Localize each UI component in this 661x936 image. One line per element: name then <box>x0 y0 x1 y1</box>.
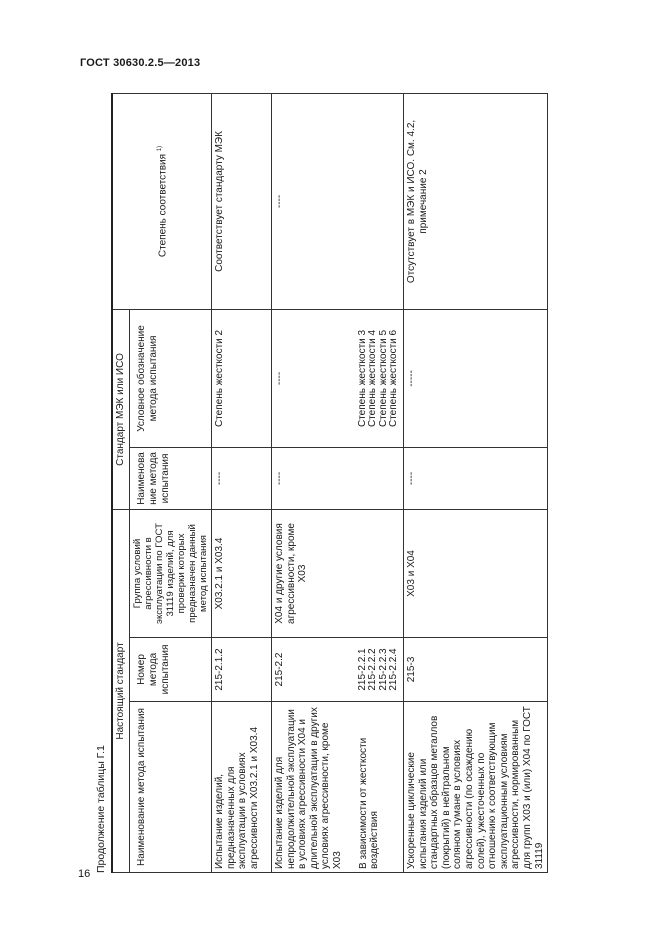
table-caption: Продолжение таблицы Г.1 <box>95 745 107 873</box>
cell-method-number: 215-3 <box>404 638 548 702</box>
document-header: ГОСТ 30630.2.5—2013 <box>80 57 201 69</box>
method-number-item: 215-2.2.4 <box>388 648 399 691</box>
cell-iec-designations <box>356 309 404 447</box>
cell-method-name: В зависимости от жесткости воздействия <box>356 702 404 873</box>
cell-group: Х04 и другие условия агрессивности, кроме Х03 <box>272 509 356 637</box>
cell-iec-name-empty <box>356 447 404 509</box>
iec-designation-item: Степень жесткости 5 <box>377 329 389 428</box>
cell-iec-name: ---- <box>212 447 272 509</box>
cell-group-empty <box>356 509 404 637</box>
cell-iec-name: ---- <box>404 447 548 509</box>
cell-group: Х03 и Х04 <box>404 509 548 637</box>
method-number-item: 215-2.2.3 <box>377 648 389 691</box>
header-conformity-note: 1) <box>157 145 164 152</box>
table-row <box>356 93 404 872</box>
cell-method-number: 215-2.2 <box>272 638 356 702</box>
rotated-table-block <box>95 94 545 873</box>
method-number-item: 215-2.2.1 <box>356 648 368 691</box>
cell-conformity: ---- <box>272 93 356 309</box>
cell-method-name: Испытание изделий для непродолжительной эксплуатации в условиях агрессивности Х04 и длительной эксплуатации в других условиях агрессивности, кроме Х03 <box>272 702 356 873</box>
group-header-iec-iso: Стандарт МЭК или ИСО <box>112 309 130 509</box>
header-aggressiveness-group: Группа условий агрессивности в эксплуатации по ГОСТ 31119 изделий, для проверки которых предназначен данный метод испытания <box>130 509 212 637</box>
header-method-number: Номер метода испытания <box>130 638 212 702</box>
iec-designation-item: Степень жесткости 4 <box>367 329 378 428</box>
cell-conformity: Отсутствует в МЭК и ИСО. См. 4.2, примечание 2 <box>404 93 548 309</box>
group-header-this-standard: Настоящий стандарт <box>112 509 130 872</box>
method-number-item: 215-2.2.2 <box>367 648 378 691</box>
page-number: 16 <box>78 868 91 880</box>
header-iec-method-name: Наименова ние метода испытания <box>130 447 212 509</box>
cell-iec-designation: ----- <box>404 309 548 447</box>
cell-iec-designation: Степень жесткости 2 <box>212 309 272 447</box>
cell-method-name: Испытание изделий, предназначенных для эксплуатации в условиях агрессивности Х03.2.1 и Х03.4 <box>212 702 272 873</box>
header-conformity-label: Степень соответствия <box>157 153 169 258</box>
cell-method-number: 215-2.1.2 <box>212 638 272 702</box>
cell-iec-designation: ---- <box>272 309 356 447</box>
cell-method-numbers <box>356 638 404 702</box>
iec-designation-item: Степень жесткости 6 <box>388 329 399 428</box>
comparison-table <box>111 93 548 873</box>
cell-method-name: Ускоренные циклические испытания изделий или стандартных образцов металлов (покрытий) в нейтральном соляном тумане в условиях агрессивности (по осаждению солей), ужесточенных по отношению к соответствующим эксплуатационным условиям агрессивности, нормированным для групп Х03 и (или) Х04 по ГОСТ 31119 <box>404 702 548 873</box>
cell-conformity: Соответствует стандарту МЭК <box>212 93 272 309</box>
cell-iec-name: ---- <box>272 447 356 509</box>
header-iec-designation: Условное обозначение метода испытания <box>130 309 212 447</box>
cell-group: Х03.2.1 и Х03.4 <box>212 509 272 637</box>
header-conformity <box>112 93 212 309</box>
table-row <box>212 93 272 872</box>
table-row <box>404 93 548 872</box>
iec-designation-item: Степень жесткости 3 <box>356 329 368 428</box>
header-method-name: Наименование метода испытания <box>130 702 212 873</box>
table-row <box>272 93 356 872</box>
cell-conformity-empty <box>356 93 404 309</box>
